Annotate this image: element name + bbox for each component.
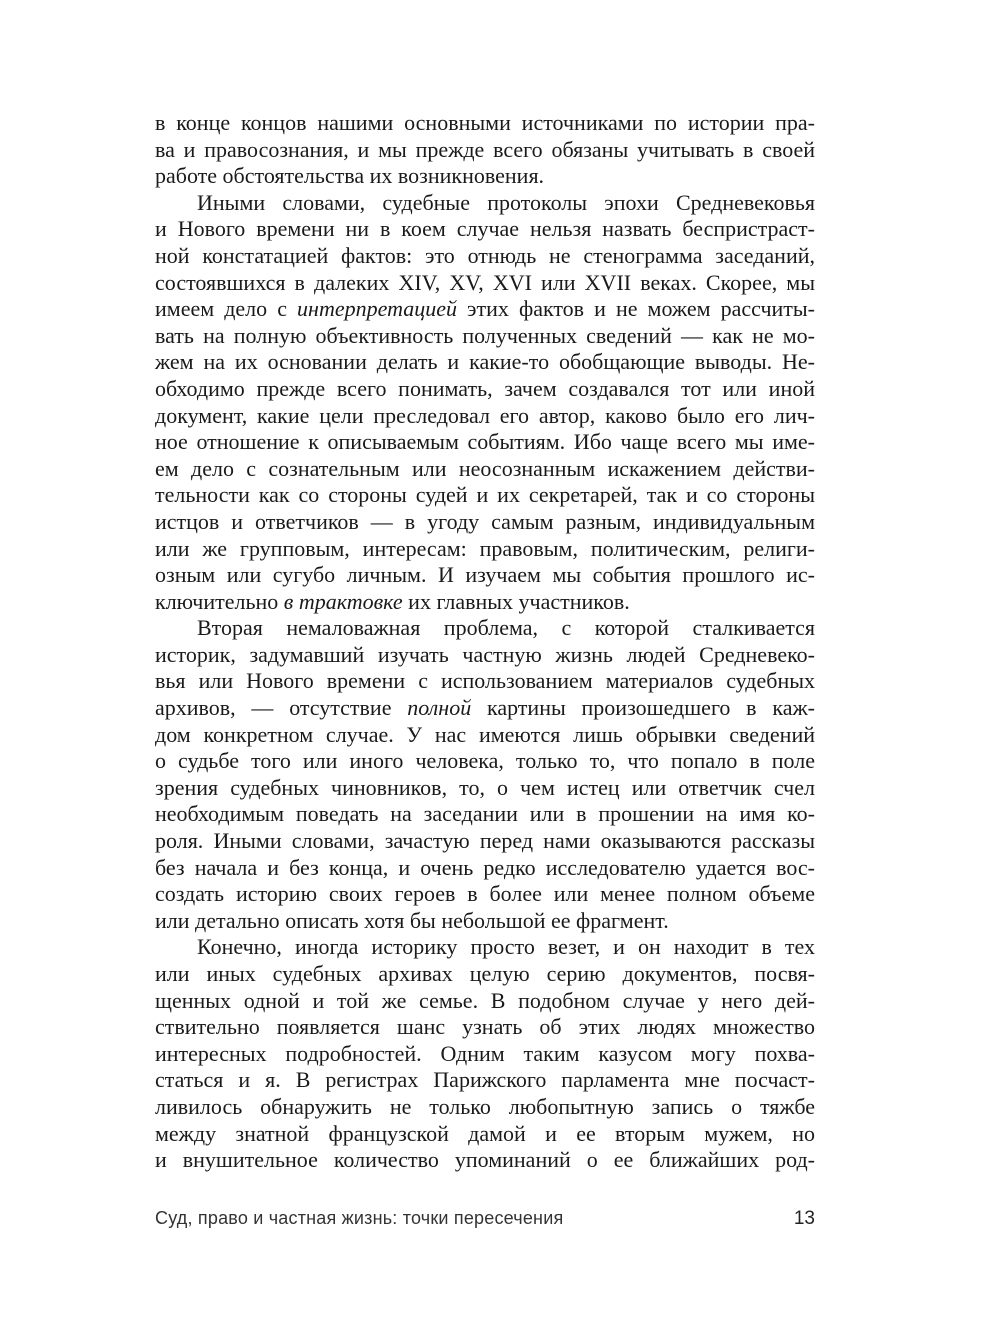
text-line: и внушительное количество упоминаний о ее ближайших род- [155, 1147, 815, 1173]
text-line: Иными словами, судебные протоколы эпохи Средневековья [197, 189, 815, 215]
text-line: необходимым поведать на заседании или в прошении на имя ко- [155, 801, 815, 827]
text-line: историк, задумавший изучать частную жизнь людей Средневеко- [155, 641, 815, 667]
text-line: или иных судебных архивах целую серию документов, посвя- [155, 961, 815, 986]
text-line: ное отношение к описываемым событиям. Ибо чаще всего мы име- [155, 429, 815, 455]
text-line: между знатной французской дамой и ее вторым мужем, но [155, 1120, 815, 1146]
italic-phrase: интерпретацией [297, 296, 457, 322]
paragraph [155, 934, 815, 1173]
text-line: ва и правосознания, и мы прежде всего обязаны учитывать в своей [155, 136, 815, 162]
text-line: роля. Иными словами, зачастую перед нами оказываются рассказы [155, 828, 815, 854]
paragraph [155, 190, 815, 616]
text-line: имеем дело с интерпретацией этих фактов и не можем рассчиты- [155, 296, 815, 322]
text-line: в конце концов нашими основными источниками по истории пра- [155, 110, 815, 135]
italic-phrase: полной [407, 695, 472, 721]
text-line: истцов и ответчиков — в угоду самым разным, индивидуальным [155, 508, 815, 534]
text-line: жем на их основании делать и какие-то обобщающие выводы. Не- [155, 349, 815, 375]
text-line: обходимо прежде всего понимать, зачем создавался тот или иной [155, 375, 815, 401]
text-line: щенных одной и той же семье. В подобном случае у него дей- [155, 987, 815, 1013]
text-line: без начала и без конца, и очень редко исследователю удается вос- [155, 854, 815, 880]
text-line: ливилось обнаружить не только любопытную запись о тяжбе [155, 1093, 815, 1119]
text-line: вья или Нового времени с использованием материалов судебных [155, 668, 815, 694]
text-line: состоявшихся в далеких XIV, XV, XVI или XVII веках. Скорее, мы [155, 269, 815, 295]
italic-phrase: в трактовке [283, 588, 403, 614]
text-line: статься и я. В регистрах Парижского парламента мне посчаст- [155, 1067, 815, 1093]
text-line: документ, какие цели преследовал его автор, каково было его лич- [155, 402, 815, 428]
text-line: работе обстоятельства их возникновения. [155, 163, 545, 189]
text-line: интересных подробностей. Одним таким казусом могу похва- [155, 1040, 815, 1066]
page-footer [155, 1208, 815, 1230]
text-line: архивов, — отсутствие полной картины произошедшего в каж- [155, 695, 815, 721]
text-line: тельности как со стороны судей и их секретарей, так и со стороны [155, 482, 815, 508]
text-line: зрения судебных чиновников, то, о чем истец или ответчик счел [155, 774, 815, 800]
text-line: или детально описать хотя бы небольшой ее фрагмент. [155, 907, 669, 933]
text-line: Вторая немаловажная проблема, с которой сталкивается [197, 615, 815, 641]
page-body [155, 110, 815, 1174]
page-number: 13 [793, 1208, 815, 1229]
text-line: создать историю своих героев в более или менее полном объеме [155, 881, 815, 907]
text-line: ключительно в трактовке их главных участников. [155, 588, 630, 614]
paragraph [155, 615, 815, 934]
paragraph [155, 110, 815, 190]
text-line: или же групповым, интересам: правовым, политическим, религи- [155, 535, 815, 561]
text-line: и Нового времени ни в коем случае нельзя назвать беспристраст- [155, 216, 815, 242]
text-line: ной констатацией фактов: это отнюдь не стенограмма заседаний, [155, 242, 815, 268]
text-line: Конечно, иногда историку просто везет, и он находит в тех [197, 934, 815, 960]
text-line: ем дело с сознательным или неосознанным искажением действи- [155, 455, 815, 481]
running-title: Суд, право и частная жизнь: точки пересечения [155, 1208, 564, 1228]
text-line: ствительно появляется шанс узнать об этих людях множество [155, 1014, 815, 1040]
text-line: озным или сугубо личным. И изучаем мы события прошлого ис- [155, 562, 815, 588]
text-line: о судьбе того или иного человека, только то, что попало в поле [155, 748, 815, 774]
text-line: дом конкретном случае. У нас имеются лишь обрывки сведений [155, 721, 815, 747]
text-line: вать на полную объективность полученных сведений — как не мо- [155, 322, 815, 348]
